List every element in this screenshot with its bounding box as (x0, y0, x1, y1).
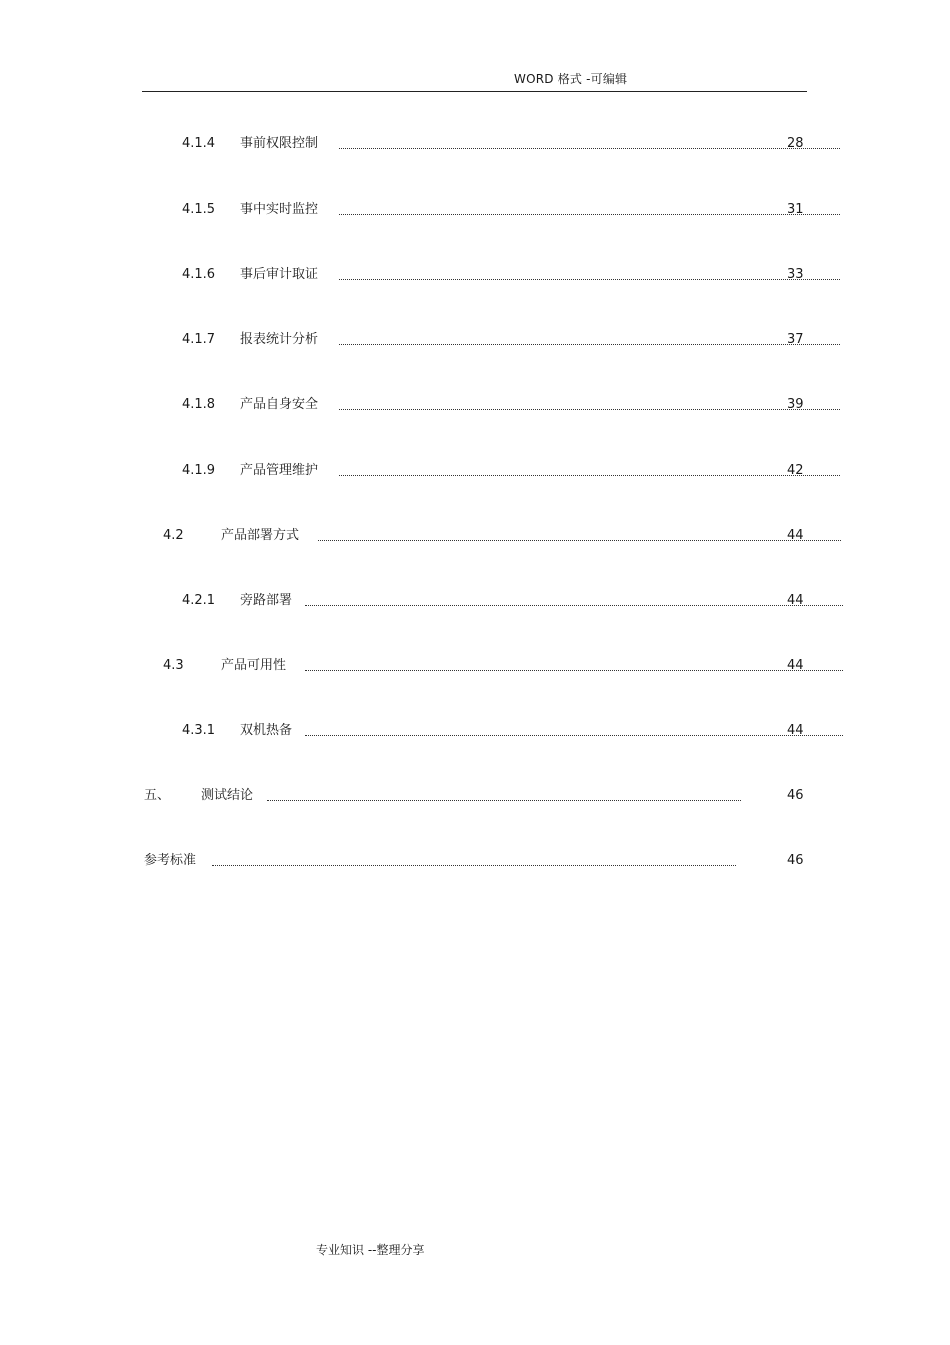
toc-entry-title: 双机热备 (240, 723, 293, 738)
toc-entry-title: 旁路部署 (240, 593, 293, 608)
toc-entry-number: 4.1.8 (182, 397, 216, 412)
toc-entry[interactable] (0, 656, 950, 676)
toc-leader-dots (305, 735, 843, 736)
toc-entry-title: 事前权限控制 (240, 136, 319, 151)
toc-entry[interactable] (0, 265, 950, 285)
toc-entry-number: 4.3.1 (182, 723, 216, 738)
toc-entry-number: 4.1.7 (182, 332, 216, 347)
toc-entry-number: 4.3 (163, 658, 184, 673)
toc-entry[interactable] (0, 851, 950, 871)
toc-entry-title: 产品部署方式 (221, 528, 300, 543)
toc-entry-title: 测试结论 (201, 788, 254, 803)
toc-entry-title: 产品可用性 (221, 658, 287, 673)
toc-entry-page: 44 (787, 658, 804, 673)
toc-leader-dots (339, 214, 840, 215)
toc-entry[interactable] (0, 330, 950, 350)
toc-leader-dots (305, 605, 843, 606)
toc-entry-page: 39 (787, 397, 804, 412)
toc-entry-page: 33 (787, 267, 804, 282)
toc-entry-page: 37 (787, 332, 804, 347)
toc-leader-dots (339, 475, 840, 476)
toc-entry-page: 42 (787, 463, 804, 478)
toc-leader-dots (339, 409, 840, 410)
toc-leader-dots (339, 279, 840, 280)
toc-entry-page: 44 (787, 593, 804, 608)
toc-entry-page: 44 (787, 723, 804, 738)
toc-entry-number: 4.1.9 (182, 463, 216, 478)
toc-entry[interactable] (0, 395, 950, 415)
page-footer: 专业知识 --整理分享 (316, 1243, 425, 1257)
toc-entry-number: 4.2.1 (182, 593, 216, 608)
header-divider (142, 91, 807, 92)
toc-entry-page: 28 (787, 136, 804, 151)
toc-entry-title: 参考标准 (144, 853, 197, 868)
toc-entry[interactable] (0, 461, 950, 481)
toc-leader-dots (267, 800, 741, 801)
toc-entry-title: 报表统计分析 (240, 332, 319, 347)
toc-entry-number: 五、 (144, 788, 171, 803)
page-header-title: WORD 格式 -可编辑 (514, 72, 628, 86)
toc-entry-page: 44 (787, 528, 804, 543)
toc-entry[interactable] (0, 786, 950, 806)
toc-entry-number: 4.1.6 (182, 267, 216, 282)
toc-leader-dots (212, 865, 736, 866)
toc-entry-page: 46 (787, 788, 804, 803)
toc-entry[interactable] (0, 591, 950, 611)
toc-entry[interactable] (0, 200, 950, 220)
toc-entry[interactable] (0, 134, 950, 154)
toc-entry-number: 4.1.5 (182, 202, 216, 217)
toc-leader-dots (339, 344, 840, 345)
toc-leader-dots (318, 540, 841, 541)
toc-entry-title: 事中实时监控 (240, 202, 319, 217)
toc-entry-number: 4.1.4 (182, 136, 216, 151)
toc-entry-title: 产品自身安全 (240, 397, 319, 412)
toc-leader-dots (305, 670, 843, 671)
toc-entry-number: 4.2 (163, 528, 184, 543)
toc-entry[interactable] (0, 526, 950, 546)
toc-entry[interactable] (0, 721, 950, 741)
toc-leader-dots (339, 148, 840, 149)
toc-entry-title: 产品管理维护 (240, 463, 319, 478)
toc-entry-page: 31 (787, 202, 804, 217)
toc-entry-page: 46 (787, 853, 804, 868)
toc-entry-title: 事后审计取证 (240, 267, 319, 282)
